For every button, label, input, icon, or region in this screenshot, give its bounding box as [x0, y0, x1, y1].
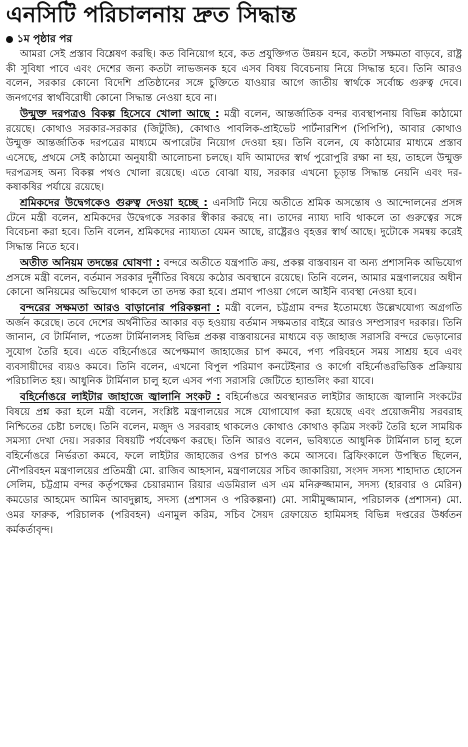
paragraph-fuel-crisis: [6, 390, 462, 538]
continued-label: [6, 32, 462, 46]
bullet-icon: [6, 36, 13, 43]
subheading: শ্রমিকদের উদ্বেগকেও গুরুত্ব দেওয়া হচ্ছে :: [20, 197, 208, 210]
paragraph-text: বন্দরে অতীতে যন্ত্রপাতি ক্রয়, প্রকল্প বাস্তবায়ন বা অন্য প্রশাসনিক অভিযোগ প্রসঙ্গে মন্ত্রী বলেন, বর্তমান সরকার দুর্নীতির বিষয়ে কঠোর অবস্থানে রয়েছে। তিনি বলেন, আমার মন্ত্রণালয়ের অধীন কোনো অনিয়মের অভিযোগ থাকলে তা তদন্ত করা হবে। প্রমাণ পাওয়া গেলে আইনি ব্যবস্থা নেওয়া হবে।: [6, 257, 462, 299]
subheading: অতীত অনিয়ম তদন্তের ঘোষণা :: [20, 256, 161, 269]
continued-text: ১ম পৃষ্ঠার পর: [17, 33, 73, 45]
paragraph-workers: [6, 196, 462, 256]
paragraph-text: এনসিটি নিয়ে অতীতে শ্রমিক অসন্তোষ ও আন্দোলনের প্রসঙ্গ টেনে মন্ত্রী বলেন, শ্রমিকদের উদ্বেগকে সরকার স্বীকার করছে না। তাদের ন্যায্য দাবি থাকলে তা গুরুত্বের সঙ্গে বিবেচনা করা হবে। তিনি বলেন, শ্রমিকদের ন্যায্যতা যেমন আছে, রাষ্ট্রেরও বৃহত্তর স্বার্থ আছে। দুটোকে সমন্বয় করেই সিদ্ধান্ত নিতে হবে।: [6, 198, 462, 254]
paragraph-open-tender: [6, 107, 462, 196]
paragraph-investigation: [6, 256, 462, 301]
subheading: উন্মুক্ত দরপত্রও বিকল্প হিসেবে খোলা আছে :: [20, 107, 220, 120]
headline: এনসিটি পরিচালনায় দ্রুত সিদ্ধান্ত: [6, 3, 297, 28]
paragraph-capacity: [6, 301, 462, 390]
paragraph-text: আমরা সেই প্রস্তাব বিশ্লেষণ করছি। কত বিনিয়োগ হবে, কত প্রযুক্তিগত উন্নয়ন হবে, কতটা সক্ষমতা বাড়বে, রাষ্ট্র কী সুবিধা পাবে এবং দেশের জন্য কতটা লাভজনক হবে এসব বিষয় বিবেচনায় নিয়ে সিদ্ধান্ত হবে। তিনি আরও বলেন, সরকার কোনো বিদেশি প্রতিষ্ঠানের সঙ্গে চুক্তিতে যাওয়ার আগে জাতীয় স্বার্থকে সর্বোচ্চ গুরুত্ব দেবে। জনগণের স্বার্থবিরোধী কোনো সিদ্ধান্ত নেওয়া হবে না।: [6, 49, 462, 105]
paragraph-text: মন্ত্রী বলেন, চট্টগ্রাম বন্দর ইতোমধ্যে উল্লেখযোগ্য অগ্রগতি অর্জন করেছে। তবে দেশের অর্থনীতির আকার বড় হওয়ায় বর্তমান সক্ষমতার বাইরে আরও সম্প্রসারণ দরকার। তিনি জানান, বে টার্মিনাল, পতেঙ্গা টার্মিনালসহ বিভিন্ন প্রকল্প বাস্তবায়নের মাধ্যমে বড় জাহাজ সরাসরি বন্দরে ভেড়ানোর সুযোগ তৈরি হবে। এতে বহির্নোঙরে অপেক্ষমাণ জাহাজের চাপ কমবে, পণ্য পরিবহনে সময় সাশ্রয় হবে এবং ব্যবসায়ীদের ব্যয়ও কমবে। তিনি বলেন, এখনো বিপুল পরিমাণ কনটেইনার ও কার্গো বহির্নোঙরভিত্তিক প্রক্রিয়ায় পরিচালিত হয়। আধুনিক টার্মিনাল চালু হলে এসব পণ্য সরাসরি জেটিতে হ্যান্ডলিং করা যাবে।: [6, 302, 462, 388]
paragraph-intro: [6, 48, 462, 107]
paragraph-text: বহির্নোঙরে অবস্থানরত লাইটার জাহাজে জ্বালানি সংকটের বিষয়ে প্রশ্ন করা হলে মন্ত্রী বলেন, সংশ্লিষ্ট মন্ত্রণালয়ের সঙ্গে যোগাযোগ করা হয়েছে এবং প্রয়োজনীয় সরবরাহ নিশ্চিতের চেষ্টা চলছে। তিনি বলেন, মজুদ ও সরবরাহ থাকলেও কোথাও কোথাও কৃত্রিম সংকট তৈরি হলে সাময়িক সমস্যা দেখা দেয়। সরকার বিষয়টি পর্যবেক্ষণ করছে। তিনি আরও বলেন, ভবিষ্যতে আধুনিক টার্মিনাল চালু হলে বহির্নোঙরে নির্ভরতা কমবে, ফলে লাইটার জাহাজের ওপর চাপও কমে আসবে। ব্রিফিংকালে উপস্থিত ছিলেন, নৌপরিবহন মন্ত্রণালয়ের প্রতিমন্ত্রী মো. রাজিব আহসান, মন্ত্রণালয়ের সচিব জাকারিয়া, সংসদ সদস্য শাহাদাত হোসেন সেলিম, চট্টগ্রাম বন্দর কর্তৃপক্ষের চেয়ারম্যান রিয়ার এডমিরাল এস এম মনিরুজ্জামান, সদস্য (হারবার ও মেরিন) কমডোর আহমেদ আমিন আবদুল্লাহ, সদস্য (প্রশাসন ও পরিকল্পনা) মো. সামীমুজ্জামান, পরিচালক (প্রশাসন) মো. ওমর ফারুক, পরিচালক (পরিবহন) এনামুল করিম, সচিব সৈয়দ রেফায়েত হামিমসহ বিভিন্ন দপ্তরের উর্ধ্বতন কর্মকর্তাবৃন্দ।: [6, 392, 463, 536]
subheading: বহির্নোঙরে লাইটার জাহাজে জ্বালানি সংকট :: [20, 391, 221, 404]
paragraph-text: মন্ত্রী বলেন, আন্তর্জাতিক বন্দর ব্যবস্থাপনায় বিভিন্ন কাঠামো রয়েছে। কোথাও সরকার-সরকার (জিটুজি), কোথাও পাবলিক-প্রাইভেট পার্টনারশিপ (পিপিপি), আবার কোথাও উন্মুক্ত আন্তর্জাতিক দরপত্রের মাধ্যমে অপারেটর নিয়োগ দেওয়া হয়। তিনি বলেন, যে কাঠামোর মাধ্যমে প্রস্তাব এসেছে, প্রথমে সেই কাঠামো অনুযায়ী আলোচনা চলছে। যদি আমাদের স্বার্থ পুরোপুরি রক্ষা না হয়, তাহলে উন্মুক্ত দরপত্রসহ অন্য বিকল্প পথও খোলা রয়েছে। এতে বোঝা যায়, সরকার এখনো চূড়ান্ত সিদ্ধান্ত নেয়নি এবং দর-কষাকষির পর্যায়ে রয়েছে।: [6, 108, 462, 194]
subheading: বন্দরের সক্ষমতা আরও বাড়ানোর পরিকল্পনা :: [20, 301, 221, 314]
